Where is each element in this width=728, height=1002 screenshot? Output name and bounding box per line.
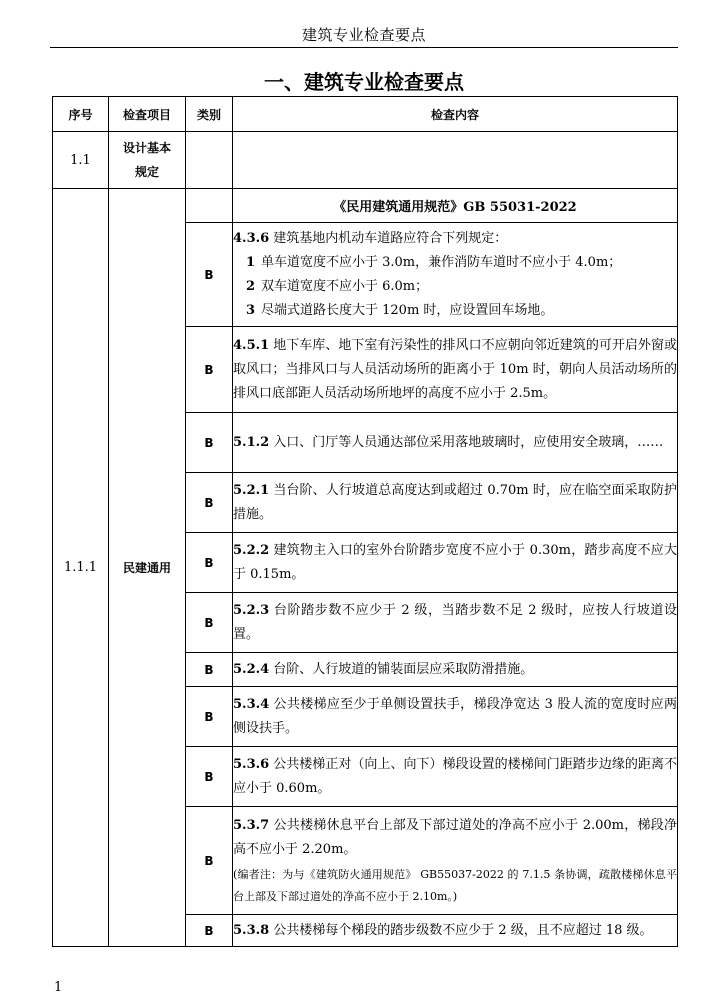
section-row — [53, 132, 678, 189]
clause-text: 台阶踏步数不应少于 2 级，当踏步数不足 2 级时，应按人行坡道设置。 — [233, 602, 677, 642]
column-header-content: 检查内容 — [233, 97, 678, 132]
clause-number: 5.3.4 — [233, 696, 270, 712]
content-cell — [233, 687, 678, 747]
category-cell: B — [186, 653, 233, 687]
section-item: 设计基本规定 — [109, 132, 186, 189]
clause-text: 公共楼梯每个梯段的踏步级数不应少于 2 级，且不应超过 18 级。 — [273, 922, 653, 938]
column-header-item: 检查项目 — [109, 97, 186, 132]
standard-title: 《民用建筑通用规范》GB 55031-2022 — [233, 189, 678, 223]
clause-text: 入口、门厅等人员通达部位采用落地玻璃时，应使用安全玻璃，…… — [273, 434, 664, 450]
clause-text: 公共楼梯正对（向上、向下）梯段设置的楼梯间门距踏步边缘的距离不应小于 0.60m。 — [233, 756, 677, 796]
category-cell: B — [186, 593, 233, 653]
category-cell: B — [186, 327, 233, 413]
category-cell: B — [186, 473, 233, 533]
section-category — [186, 132, 233, 189]
category-cell: B — [186, 807, 233, 915]
clause-number: 4.5.1 — [233, 337, 270, 353]
page-number: 1 — [54, 980, 63, 995]
clause-number: 5.3.6 — [233, 756, 270, 772]
clause-text: 台阶、人行坡道的铺装面层应采取防滑措施。 — [273, 661, 534, 677]
clause-number: 5.3.7 — [233, 817, 270, 833]
column-header-no: 序号 — [53, 97, 109, 132]
category-cell: B — [186, 413, 233, 473]
content-cell — [233, 915, 678, 947]
clause-number: 5.1.2 — [233, 434, 270, 450]
content-cell — [233, 807, 678, 915]
clause-text: 建筑物主入口的室外台阶踏步宽度不应小于 0.30m，踏步高度不应大于 0.15m。 — [233, 542, 677, 582]
content-cell — [233, 327, 678, 413]
content-cell — [233, 413, 678, 473]
inspection-table — [52, 96, 678, 947]
clause-number: 4.3.6 — [233, 230, 270, 246]
content-cell — [233, 533, 678, 593]
content-cell — [233, 747, 678, 807]
category-cell: B — [186, 687, 233, 747]
header-rule — [50, 47, 678, 48]
standard-category — [186, 189, 233, 223]
list-item: 3 尽端式道路长度大于 120m 时，应设置回车场地。 — [245, 302, 554, 318]
clause-number: 5.2.3 — [233, 602, 270, 618]
content-cell — [233, 593, 678, 653]
list-item: 1 单车道宽度不应小于 3.0m，兼作消防车道时不应小于 4.0m； — [245, 254, 622, 270]
section-number: 1.1 — [53, 132, 109, 189]
running-header: 建筑专业检查要点 — [301, 26, 426, 44]
list-item: 2 双车道宽度不应小于 6.0m； — [245, 278, 429, 294]
clause-number: 5.2.1 — [233, 482, 270, 498]
category-cell: B — [186, 223, 233, 327]
section-content — [233, 132, 678, 189]
content-cell — [233, 653, 678, 687]
category-cell: B — [186, 747, 233, 807]
content-cell — [233, 473, 678, 533]
standard-row — [53, 189, 678, 223]
subsection-number: 1.1.1 — [53, 189, 109, 947]
clause-text: 地下车库、地下室有污染性的排风口不应朝向邻近建筑的可开启外窗或取风口；当排风口与人员活动场所的距离小于 10m 时，朝向人员活动场所的排风口底部距人员活动场所地坪的高度不应小于 2.5m。 — [233, 337, 677, 401]
category-cell: B — [186, 533, 233, 593]
editor-note: (编者注：为与《建筑防火通用规范》 GB55037-2022 的 7.1.5 条协调，疏散楼梯休息平台上部及下部过道处的净高不应小于 2.10m。) — [233, 867, 677, 903]
clause-text: 当台阶、人行坡道总高度达到或超过 0.70m 时，应在临空面采取防护措施。 — [233, 482, 677, 522]
clause-text: 建筑基地内机动车道路应符合下列规定： — [273, 230, 508, 246]
subsection-item: 民建通用 — [109, 189, 186, 947]
table-header-row — [53, 97, 678, 132]
clause-number: 5.3.8 — [233, 922, 270, 938]
category-cell: B — [186, 915, 233, 947]
page-title: 一、建筑专业检查要点 — [264, 70, 464, 94]
clause-number: 5.2.4 — [233, 661, 270, 677]
column-header-category: 类别 — [186, 97, 233, 132]
clause-text: 公共楼梯休息平台上部及下部过道处的净高不应小于 2.00m，梯段净高不应小于 2.20m。 — [233, 817, 677, 857]
content-cell — [233, 223, 678, 327]
clause-text: 公共楼梯应至少于单侧设置扶手，梯段净宽达 3 股人流的宽度时应两侧设扶手。 — [233, 696, 677, 736]
clause-number: 5.2.2 — [233, 542, 270, 558]
